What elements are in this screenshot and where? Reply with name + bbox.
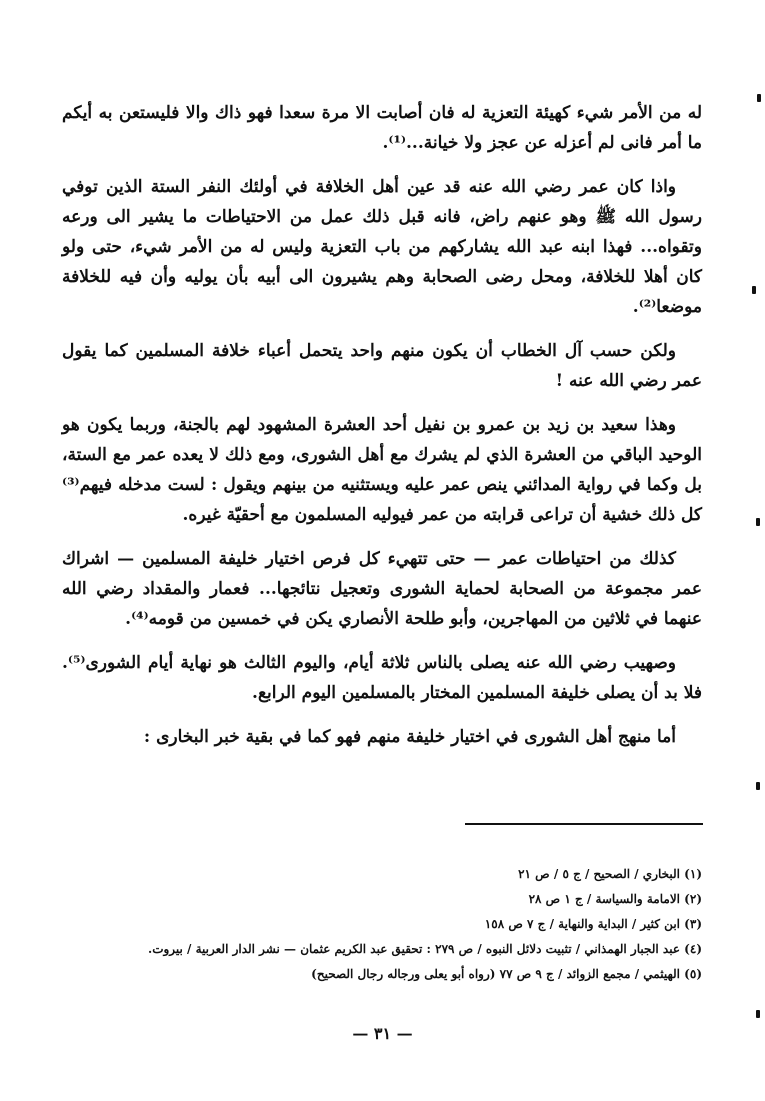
- paragraph: له من الأمر شيء كهيئة التعزية له فان أصابت الا مرة سعدا فهو ذاك والا فليستعن به أيكم ما أمر فانى لم أعزله عن عجز ولا خيانة...⁽¹⁾.: [62, 103, 702, 153]
- footnote-item: (٥) الهيثمي / مجمع الزوائد / ج ٩ ص ٧٧ (رواه أبو يعلى ورجاله رجال الصحيح): [311, 967, 702, 981]
- paragraph: وصهيب رضي الله عنه يصلى بالناس ثلاثة أيام، واليوم الثالث هو نهاية أيام الشورى⁽⁵⁾. فلا بد أن يصلى خليفة المسلمين المختار بالمسلمين اليوم الرابع.: [62, 653, 702, 703]
- paragraph: أما منهج أهل الشورى في اختيار خليفة منهم فهو كما في بقية خبر البخارى :: [143, 727, 676, 747]
- paragraph: وهذا سعيد بن زيد بن عمرو بن نفيل أحد العشرة المشهود لهم بالجنة، وربما يكون هو الوحيد الباقي من العشرة الذي لم يشرك مع أهل الشورى، ومع ذلك لا يعده عمر مع الستة، بل وكما في رواية المدائني ينص عمر عليه ويستثنيه من بينهم ويقول : لست مدخله فيهم⁽³⁾ كل ذلك خشية أن تراعى قرابته من عمر فيوليه المسلمون مع أحقيّة غيره.: [62, 415, 702, 525]
- scan-mark: [752, 286, 756, 294]
- paragraph: ولكن حسب آل الخطاب أن يكون منهم واحد يتحمل أعباء خلافة المسلمين كما يقول عمر رضي الله عنه !: [62, 341, 702, 391]
- scan-mark: [756, 782, 760, 790]
- main-text: [62, 98, 702, 766]
- footnote-item: (٣) ابن كثير / البداية والنهاية / ج ٧ ص ١٥٨: [484, 917, 702, 931]
- footnote-item: (٢) الامامة والسياسة / ج ١ ص ٢٨: [528, 892, 702, 906]
- page-number: — ٣١ —: [352, 1024, 413, 1043]
- footnote-item: (٤) عبد الجبار الهمذاني / تثبيت دلائل النبوه / ص ٢٧٩ : تحقيق عبد الكريم عثمان — نشر الدار العربية / بيروت.: [148, 942, 702, 956]
- paragraph: واذا كان عمر رضي الله عنه قد عين أهل الخلافة في أولئك النفر الستة الذين توفي رسول الله ﷺ وهو عنهم راض، فانه قبل ذلك عمل من الاحتياطات ما يشير الى ورعه وتقواه... فهذا ابنه عبد الله يشاركهم من باب التعزية وليس له من الأمر شيء، حتى ولو كان أهلا للخلافة، ومحل رضى الصحابة وهم يشيرون الى أبيه بأن يوليه وأن فيه للخلافة موضعا⁽²⁾.: [62, 177, 702, 317]
- footnote-separator: [465, 823, 703, 825]
- scan-mark: [756, 518, 760, 526]
- footnote-item: (١) البخاري / الصحيح / ج ٥ / ص ٢١: [518, 867, 702, 881]
- scan-mark: [757, 94, 761, 102]
- footnotes: [62, 862, 702, 987]
- paragraph: كذلك من احتياطات عمر — حتى تتهيء كل فرص اختيار خليفة المسلمين — اشراك عمر مجموعة من الصحابة لحماية الشورى وتعجيل نتائجها... فعمار والمقداد رضي الله عنهما في ثلاثين من المهاجرين، وأبو طلحة الأنصاري يكن في خمسين من قومه⁽⁴⁾.: [62, 549, 702, 629]
- scan-mark: [756, 1010, 760, 1018]
